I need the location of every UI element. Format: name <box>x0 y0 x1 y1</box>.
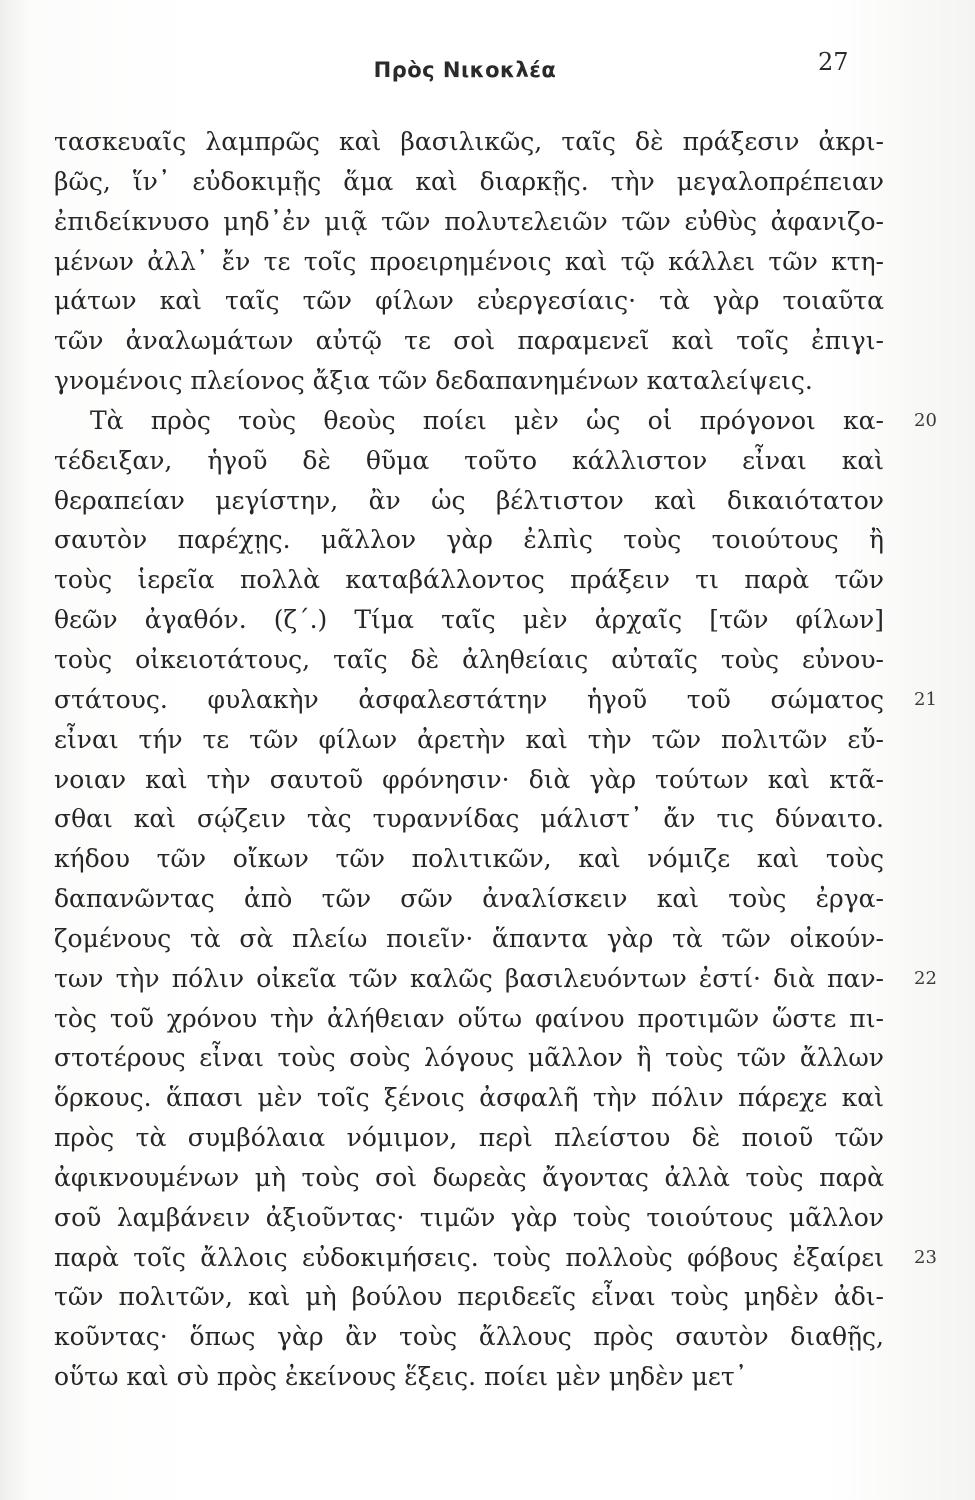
text-line: οὕτω καὶ σὺ πρὸς ἐκείνους ἕξεις. ποίει μὲν μηδὲν μετ᾽ <box>54 1362 748 1392</box>
text-line: τοὺς ἱερεῖα πολλὰ καταβάλλοντος πράξειν τι παρὰ τῶν <box>54 565 884 595</box>
page-fold-shadow <box>0 0 30 1500</box>
text-line: τασκευαῖς λαμπρῶς καὶ βασιλικῶς, ταῖς δὲ πράξεσιν ἀκρι- <box>54 127 884 156</box>
running-title: Πρὸς Νικοκλέα <box>373 58 557 82</box>
text-line: γνομένοις πλείονος ἄξια τῶν δεδαπανημένων καταλείψεις. <box>54 366 813 396</box>
page-number: 27 <box>818 48 849 76</box>
margin-section-number: 23 <box>914 1246 937 1268</box>
text-line: μένων ἀλλ᾽ ἔν τε τοῖς προειρημένοις καὶ τῷ κάλλει τῶν κτη- <box>54 246 884 276</box>
text-line: θεραπείαν μεγίστην, ἂν ὡς βέλτιστον καὶ δικαιότατον <box>54 485 884 515</box>
text-line: εἶναι τήν τε τῶν φίλων ἀρετὴν καὶ τὴν τῶν πολιτῶν εὔ- <box>54 724 884 754</box>
text-line: δαπανῶντας ἀπὸ τῶν σῶν ἀναλίσκειν καὶ τοὺς ἐργα- <box>54 884 884 914</box>
text-line: ἀφικνουμένων μὴ τοὺς σοὶ δωρεὰς ἄγοντας ἀλλὰ τοὺς παρὰ <box>54 1162 884 1192</box>
text-line: νοιαν καὶ τὴν σαυτοῦ φρόνησιν· διὰ γὰρ τούτων καὶ κτᾶ- <box>54 764 884 794</box>
text-line: πρὸς τὰ συμβόλαια νόμιμον, περὶ πλείστου δὲ ποιοῦ τῶν <box>54 1123 884 1153</box>
text-line: θεῶν ἀγαθόν. (ζ΄.) Τίμα ταῖς μὲν ἀρχαῖς [τῶν φίλων] <box>54 605 884 635</box>
text-line: Τὰ πρὸς τοὺς θεοὺς ποίει μὲν ὡς οἱ πρόγονοι κα- <box>90 405 884 435</box>
text-line: ζομένους τὰ σὰ πλείω ποιεῖν· ἅπαντα γὰρ τὰ τῶν οἰκούν- <box>54 923 884 953</box>
text-line: τέδειξαν, ἡγοῦ δὲ θῦμα τοῦτο κάλλιστον εἶναι καὶ <box>54 445 884 475</box>
text-line: κήδου τῶν οἴκων τῶν πολιτικῶν, καὶ νόμιζε καὶ τοὺς <box>54 844 884 874</box>
text-line: σαυτὸν παρέχῃς. μᾶλλον γὰρ ἐλπὶς τοὺς τοιούτους ἢ <box>54 525 884 555</box>
text-line: ἐπιδείκνυσο μηδ᾽ἐν μιᾷ τῶν πολυτελειῶν τῶν εὐθὺς ἀφανιζο- <box>54 206 884 236</box>
text-line: βῶς, ἵν᾽ εὐδοκιμῇς ἅμα καὶ διαρκῇς. τὴν μεγαλοπρέπειαν <box>54 166 884 196</box>
text-line: σθαι καὶ σῴζειν τὰς τυραννίδας μάλιστ᾽ ἄν τις δύναιτο. <box>54 804 884 834</box>
text-line: σοῦ λαμβάνειν ἀξιοῦντας· τιμῶν γὰρ τοὺς τοιούτους μᾶλλον <box>54 1202 884 1232</box>
text-line: τὸς τοῦ χρόνου τὴν ἀλήθειαν οὕτω φαίνου προτιμῶν ὥστε πι- <box>54 1003 884 1033</box>
text-line: τοὺς οἰκειοτάτους, ταῖς δὲ ἀληθείαις αὐταῖς τοὺς εὐνου- <box>54 644 884 674</box>
text-line: παρὰ τοῖς ἄλλοις εὐδοκιμήσεις. τοὺς πολλοὺς φόβους ἐξαίρει <box>54 1242 884 1272</box>
text-line: μάτων καὶ ταῖς τῶν φίλων εὐεργεσίαις· τὰ γὰρ τοιαῦτα <box>54 286 884 316</box>
text-line: τῶν ἀναλωμάτων αὐτῷ τε σοὶ παραμενεῖ καὶ τοῖς ἐπιγι- <box>54 326 884 356</box>
text-line: στοτέρους εἶναι τοὺς σοὺς λόγους μᾶλλον ἢ τοὺς τῶν ἄλλων <box>54 1043 884 1073</box>
margin-section-number: 21 <box>914 688 937 710</box>
body-text <box>54 122 937 1397</box>
margin-section-number: 22 <box>914 967 937 989</box>
text-line: κοῦντας· ὅπως γὰρ ἂν τοὺς ἄλλους πρὸς σαυτὸν διαθῇς, <box>54 1322 884 1352</box>
text-line: των τὴν πόλιν οἰκεῖα τῶν καλῶς βασιλευόντων ἐστί· διὰ παν- <box>54 963 884 993</box>
text-line: τῶν πολιτῶν, καὶ μὴ βούλου περιδεεῖς εἶναι τοὺς μηδὲν ἀδι- <box>54 1282 884 1312</box>
text-line: ὅρκους. ἅπασι μὲν τοῖς ξένοις ἀσφαλῆ τὴν πόλιν πάρεχε καὶ <box>54 1083 884 1113</box>
text-line: στάτους. φυλακὴν ἀσφαλεστάτην ἡγοῦ τοῦ σώματος <box>54 684 884 714</box>
margin-section-number: 20 <box>914 409 937 431</box>
